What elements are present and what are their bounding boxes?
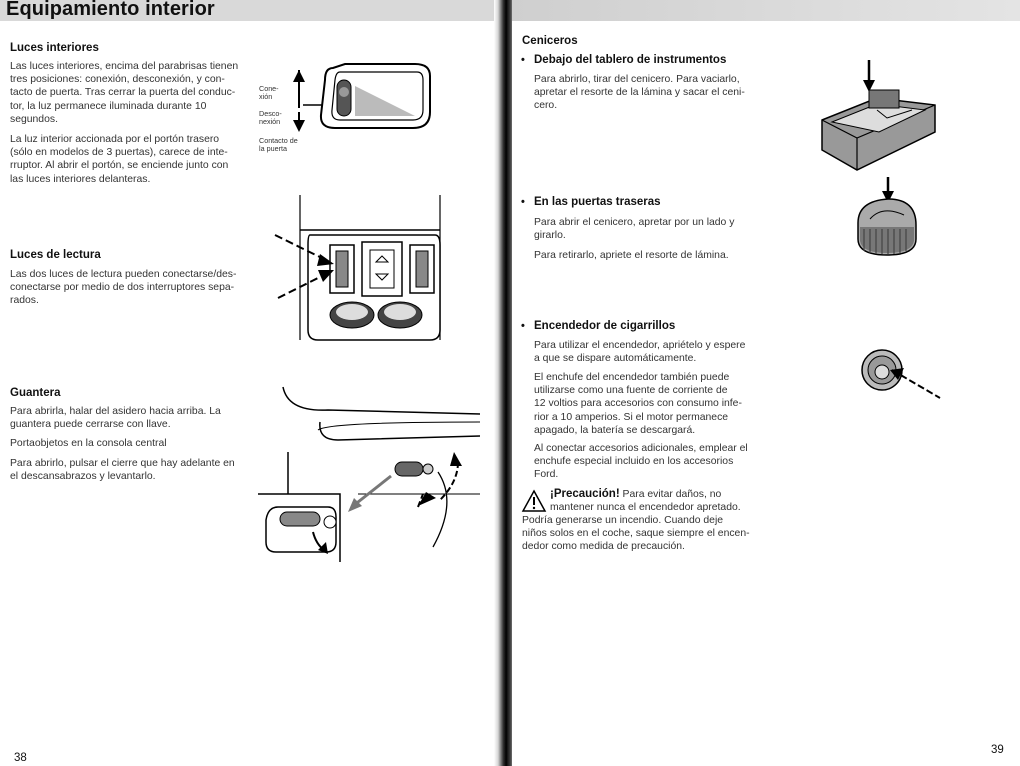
instrument-panel-text: Para abrirlo, tirar del cenicero. Para vaciarlo, apretar el resorte de la lámina y sacar el ceni- cero.: [534, 74, 745, 112]
page-title: Equipamiento interior: [6, 0, 215, 20]
header-bar: [0, 0, 502, 21]
glovebox-text: Para abrirla, halar del asidero hacia arriba. La guantera puede cerrarse con llave.: [10, 406, 221, 431]
header-bar: [512, 0, 1020, 21]
label-off: Desco- nexión: [259, 109, 282, 127]
reading-lights-illustration: [270, 190, 450, 350]
reading-lights-heading: Luces de lectura: [10, 249, 101, 261]
rear-doors-heading: • En las puertas traseras: [534, 196, 661, 208]
console-open-text: Para abrirlo, pulsar el cierre que hay adelante en el descansabrazos y levantarlo.: [10, 458, 235, 483]
glovebox-illustration: [258, 382, 488, 562]
caution-line-1: ¡Precaución! Para evitar daños, no: [550, 488, 722, 500]
rear-door-ashtray-illustration: [852, 175, 922, 265]
caution-label: ¡Precaución!: [550, 488, 620, 500]
rear-doors-remove-text: Para retirarlo, apriete el resorte de lámina.: [534, 250, 729, 261]
ashtray-drawer-illustration: [817, 60, 942, 180]
right-page: [512, 0, 1020, 766]
lighter-heading: • Encendedor de cigarrillos: [534, 320, 675, 332]
glovebox-heading: Guantera: [10, 387, 61, 399]
dome-light-illustration: [285, 60, 445, 135]
caution-text: Podría generarse un incendio. Cuando deje niños solos en el coche, saque siempre el encen- dedor como medida de precaución.: [522, 515, 750, 553]
label-door-contact: Contacto de la puerta: [259, 136, 298, 154]
rear-door-light-text: La luz interior accionada por el portón trasero (sólo en modelos de 3 puertas), carece de inte- rruptor. Al abrir el portón, se enciende junto con las luces interiores delanteras.: [10, 134, 229, 185]
lighter-use-text: Para utilizar el encendedor, apriételo y espere a que se dispare automáticamente.: [534, 340, 746, 365]
warning-icon: [522, 490, 546, 512]
section-title: Ceniceros: [522, 35, 578, 47]
instrument-panel-heading: • Debajo del tablero de instrumentos: [534, 54, 726, 66]
lighter-socket-text: El enchufe del encendedor también puede utilizarse como una fuente de corriente de 12 voltios para accesorios con consumo infe- rior a 10 amperios. Si el motor permanece apagado, la batería se descargará.: [534, 372, 742, 436]
reading-lights-text: Las dos luces de lectura pueden conectarse/des- conectarse por medio de dos interruptores sepa- rados.: [10, 269, 237, 307]
rear-doors-text: Para abrir el cenicero, apretar por un lado y girarlo.: [534, 217, 735, 242]
caution-line-2: mantener nunca el encendedor apretado.: [550, 502, 741, 513]
lighter-accessory-text: Al conectar accesorios adicionales, emplear el enchufe especial incluido en los accesorios Ford.: [534, 443, 748, 481]
console-storage-text: Portaobjetos en la consola central: [10, 438, 167, 449]
left-page: [0, 0, 502, 766]
page-number: 39: [991, 744, 1004, 756]
label-on: Cone- xión: [259, 84, 279, 102]
interior-lights-heading: Luces interiores: [10, 42, 99, 54]
page-number: 38: [14, 752, 27, 764]
cigarette-lighter-illustration: [852, 340, 952, 410]
interior-lights-text: Las luces interiores, encima del parabrisas tienen tres posiciones: conexión, desconexión, y con- tacto de puerta. Tras cerrar la puerta del conduc- tor, la luz permanece iluminada durante 10 segundos.: [10, 61, 239, 125]
